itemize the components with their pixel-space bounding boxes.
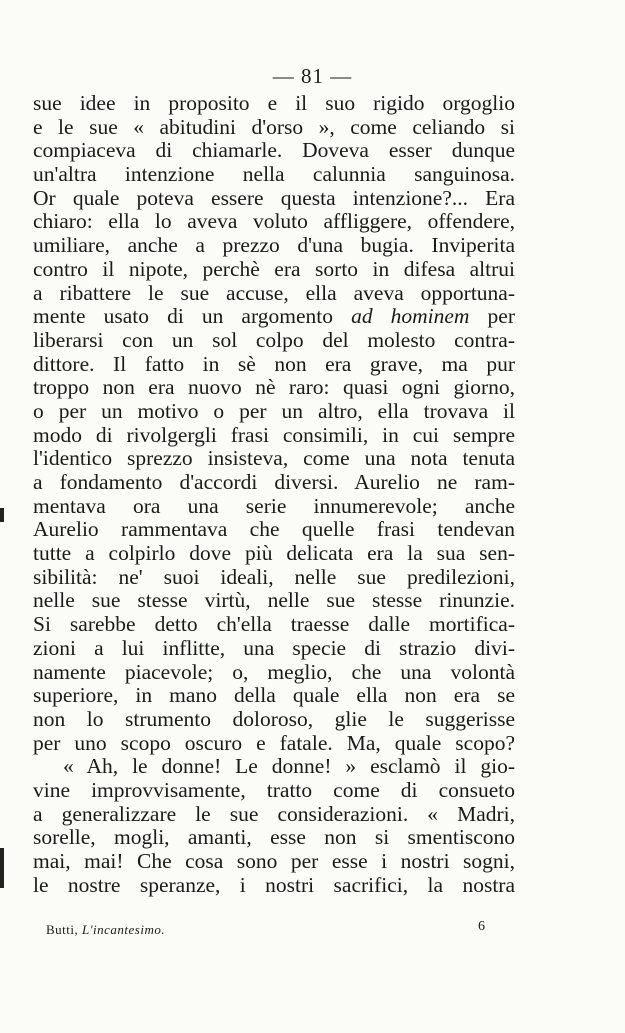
- footer-credit: [46, 922, 486, 938]
- text-line: l'identico sprezzo insisteva, come una nota tenuta: [33, 446, 515, 471]
- text-line-with-italic: mente usato di un argomento ad hominem per: [33, 304, 515, 329]
- text-line: zioni a lui inflitte, una specie di strazio divi-: [33, 635, 515, 660]
- text-line: umiliare, anche a prezzo d'una bugia. Inviperita: [33, 233, 515, 258]
- text-line: « Ah, le donne! Le donne! » esclamò il gio-: [63, 754, 515, 779]
- text-line: non lo strumento doloroso, glie le suggerisse: [33, 706, 515, 731]
- footer-title: L'incantesimo.: [82, 922, 166, 937]
- text-line: mai, mai! Che cosa sono per esse i nostri sogni,: [33, 849, 515, 873]
- text-line: tutte a colpirlo dove più delicata era la sua sen-: [33, 541, 515, 566]
- text-line: troppo non era nuovo nè raro: quasi ogni giorno,: [33, 375, 515, 400]
- text-line: contro il nipote, perchè era sorto in difesa altrui: [33, 256, 515, 281]
- text-line: Si sarebbe detto ch'ella traesse dalle mortifica-: [33, 612, 515, 637]
- page-number: — 81 —: [272, 64, 353, 88]
- text-line: e le sue « abitudini d'orso », come celiando si: [33, 114, 515, 139]
- signature-mark: 6: [478, 919, 485, 934]
- body-text: [33, 92, 515, 897]
- text-line: modo di rivolgergli frasi consimili, in cui sempre: [33, 422, 515, 447]
- text-line: o per un motivo o per un altro, ella trovava il: [33, 398, 515, 423]
- text-line: chiaro: ella lo aveva voluto affliggere, offendere,: [33, 209, 515, 234]
- text-line: Or quale poteva essere questa intenzione?... Era: [33, 185, 515, 210]
- latin-phrase: ad hominem: [351, 304, 470, 329]
- text-line: a fondamento d'accordi diversi. Aurelio ne ram-: [33, 470, 515, 494]
- text-line: sibilità: ne' suoi ideali, nelle sue predilezioni,: [33, 564, 515, 589]
- text-line: le nostre speranze, i nostri sacrifici, la nostra: [33, 872, 515, 897]
- text-line: compiaceva di chiamarle. Doveva esser dunque: [33, 138, 515, 163]
- text-line: a ribattere le sue accuse, ella aveva opportuna-: [33, 280, 515, 305]
- text-line: Aurelio rammentava che quelle frasi tendevan: [33, 517, 515, 542]
- text-line: dittore. Il fatto in sè non era grave, ma pur: [33, 351, 515, 376]
- text-line: vine improvvisamente, tratto come di consueto: [33, 777, 515, 802]
- text-line: superiore, in mano della quale ella non era se: [33, 683, 515, 708]
- binding-edge-mark: [0, 508, 4, 522]
- text-line: mentava ora una serie innumerevole; anche: [33, 493, 515, 518]
- text-line: sue idee in proposito e il suo rigido orgoglio: [33, 91, 515, 115]
- footer-author: Butti,: [46, 922, 79, 937]
- text-line: a generalizzare le sue considerazioni. « Madri,: [33, 801, 515, 826]
- text-line: nelle sue stesse virtù, nelle sue stesse rinunzie.: [33, 588, 515, 613]
- text-line: per uno scopo oscuro e fatale. Ma, quale scopo?: [33, 730, 515, 755]
- text-line: un'altra intenzione nella calunnia sanguinosa.: [33, 162, 515, 187]
- text-line: liberarsi con un sol colpo del molesto contra-: [33, 327, 515, 352]
- text-line: sorelle, mogli, amanti, esse non si smentiscono: [33, 825, 515, 850]
- text-line: namente piacevole; o, meglio, che una volontà: [33, 659, 515, 684]
- binding-edge-mark: [0, 848, 4, 888]
